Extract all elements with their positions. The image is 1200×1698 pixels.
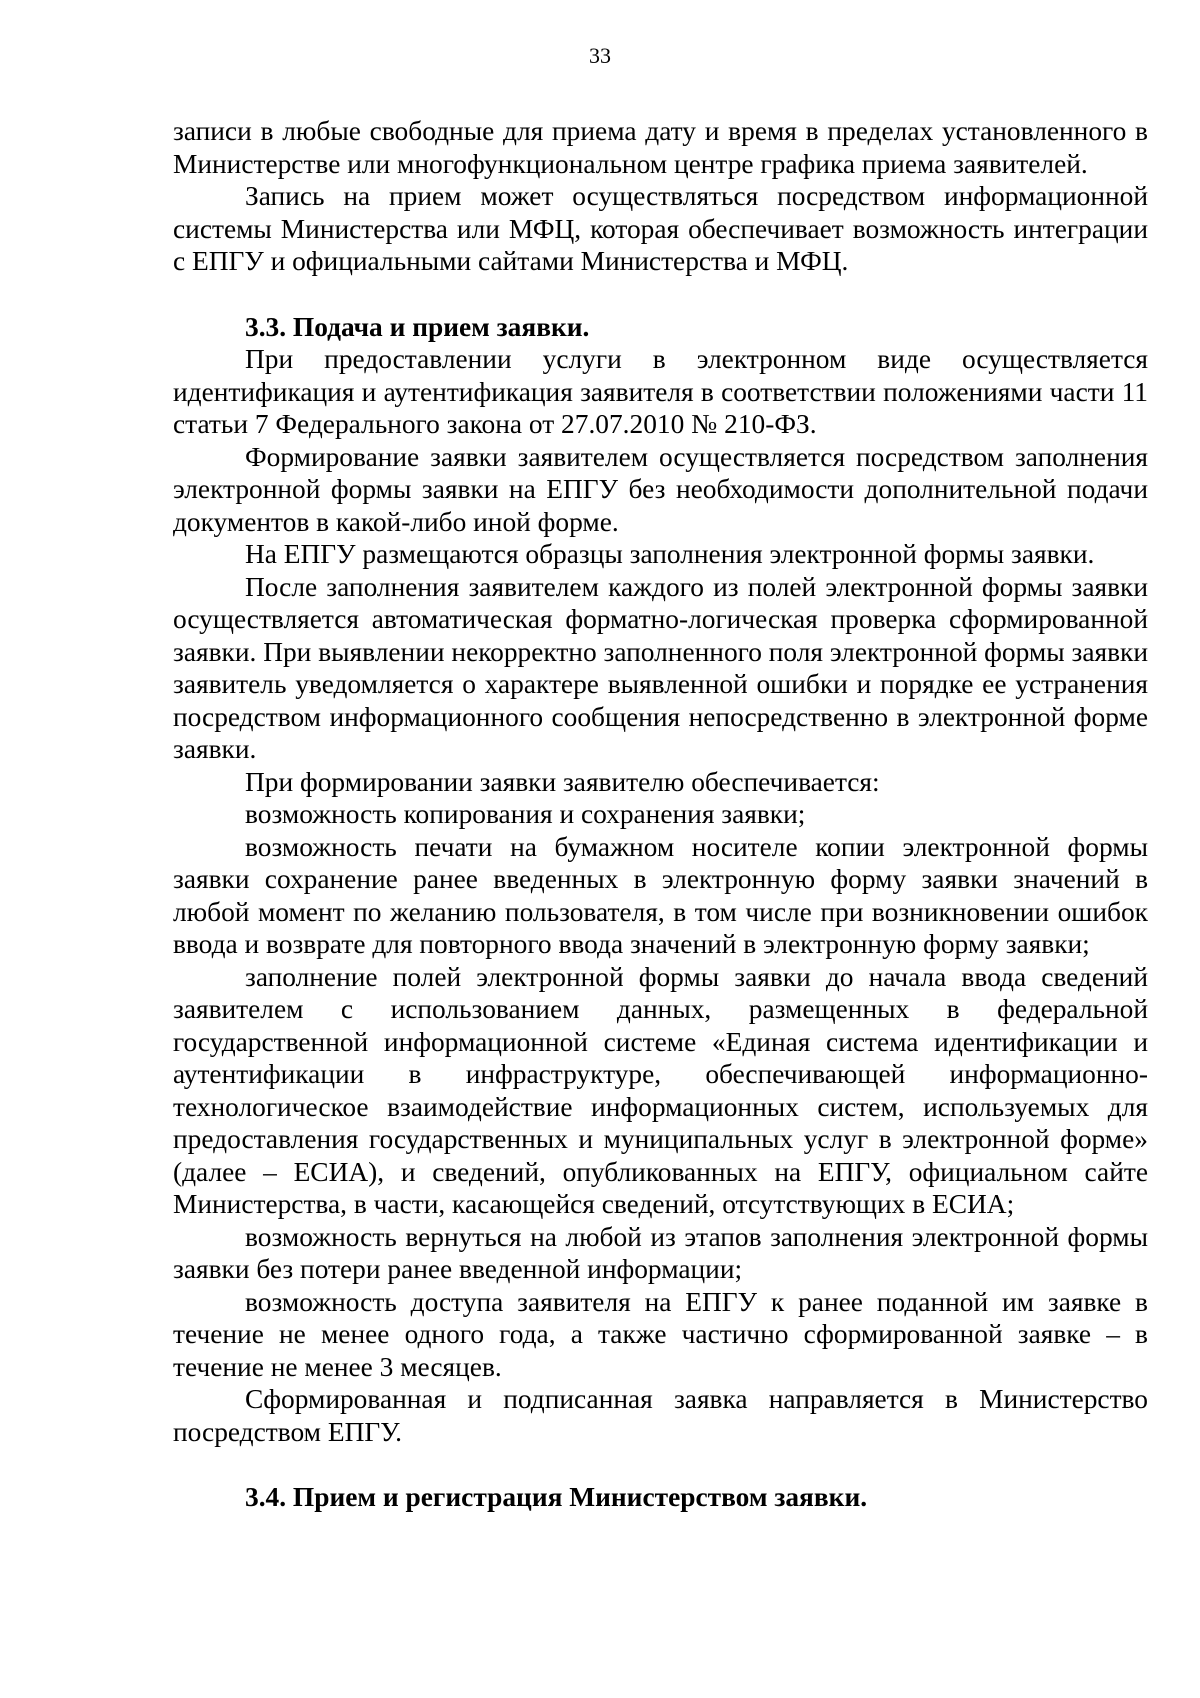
paragraph: Формирование заявки заявителем осуществляется посредством заполнения электронной формы заявки на ЕПГУ без необходимости дополнительной подачи документов в какой-либо иной форме. bbox=[173, 441, 1148, 537]
page-number: 33 bbox=[589, 43, 611, 68]
paragraph: При предоставлении услуги в электронном виде осуществляется идентификация и аутентификация заявителя в соответствии положениями части 11 статьи 7 Федерального закона от 27.07.2010 № 210-ФЗ. bbox=[173, 344, 1148, 439]
section-heading-3-4: 3.4. Прием и регистрация Министерством заявки. bbox=[245, 1482, 868, 1512]
paragraph: возможность копирования и сохранения заявки; bbox=[245, 799, 806, 829]
section-heading-3-3: 3.3. Подача и прием заявки. bbox=[245, 311, 590, 342]
paragraph: возможность доступа заявителя на ЕПГУ к ранее поданной им заявке в течение не менее одного года, а также частично сформированной заявке – в течение не менее 3 месяцев. bbox=[173, 1286, 1148, 1382]
document-body bbox=[173, 115, 1148, 1514]
paragraph: После заполнения заявителем каждого из полей электронной формы заявки осуществляется автоматическая форматно-логическая проверка сформированной заявки. При выявлении некорректно заполненного поля электронной формы заявки заявитель уведомляется о характере выявленной ошибки и порядке ее устранения посредством информационного сообщения непосредственно в электронной форме заявки. bbox=[173, 571, 1148, 764]
paragraph: Сформированная и подписанная заявка направляется в Министерство посредством ЕПГУ. bbox=[173, 1384, 1148, 1447]
paragraph: На ЕПГУ размещаются образцы заполнения электронной формы заявки. bbox=[245, 539, 1095, 569]
paragraph: возможность вернуться на любой из этапов заполнения электронной формы заявки без потери ранее введенной информации; bbox=[173, 1221, 1148, 1284]
paragraph: записи в любые свободные для приема дату и время в пределах установленного в Министерстве или многофункциональном центре графика приема заявителей. bbox=[173, 116, 1148, 179]
paragraph: При формировании заявки заявителю обеспечивается: bbox=[245, 766, 880, 797]
paragraph: заполнение полей электронной формы заявки до начала ввода сведений заявителем с использованием данных, размещенных в федеральной государственной информационной системе «Единая система идентификации и аутентификации в инфраструктуре, обеспечивающей информационно-технологическое взаимодействие информационных систем, используемых для предоставления государственных и муниципальных услуг в электронной форме» (далее – ЕСИА), и сведений, опубликованных на ЕПГУ, официальном сайте Министерства, в части, касающейся сведений, отсутствующих в ЕСИА; bbox=[173, 961, 1148, 1219]
paragraph: возможность печати на бумажном носителе копии электронной формы заявки сохранение ранее введенных в электронную форму заявки значений в любой момент по желанию пользователя, в том числе при возникновении ошибок ввода и возврате для повторного ввода значений в электронную форму заявки; bbox=[173, 831, 1148, 959]
paragraph: Запись на прием может осуществляться посредством информационной системы Министерства или МФЦ, которая обеспечивает возможность интеграции с ЕПГУ и официальными сайтами Министерства и МФЦ. bbox=[173, 181, 1148, 276]
